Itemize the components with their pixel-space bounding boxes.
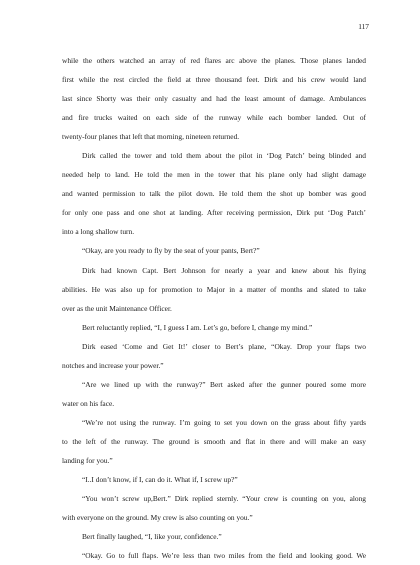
text-line: Bert finally laughed, “I, like your, confidence.” bbox=[82, 532, 222, 542]
text-line: for only one pass and one shot at landing. After receiving permission, Dirk put ‘Dog Patch’ bbox=[62, 208, 366, 218]
text-line: and fire trucks waited on each side of the runway while each bomber landed. Out of bbox=[62, 113, 366, 123]
text-line: landing for you.” bbox=[62, 455, 113, 465]
text-line: Dirk eased ‘Come and Get It!’ closer to Bert’s plane, “Okay. Drop your flaps two bbox=[82, 341, 366, 351]
text-line: while the others watched an array of red flares arc above the planes. Those planes landed bbox=[62, 56, 366, 65]
text-line: “You won’t screw up,Bert.” Dirk replied sternly. “Your crew is counting on you, along bbox=[82, 494, 366, 504]
text-line: “Okay. Go to full flaps. We’re less than two miles from the field and looking good. We bbox=[82, 551, 366, 561]
text-line: water on his face. bbox=[62, 398, 115, 408]
text-line: notches and increase your power.” bbox=[62, 360, 164, 370]
text-line: needed help to land. He told the men in the tower that his plane only had slight damage bbox=[62, 170, 366, 180]
text-line: to the left of the runway. The ground is smooth and flat in there and will make an easy bbox=[62, 436, 366, 446]
page-number: 117 bbox=[358, 22, 369, 31]
text-line: abilities. He was also up for promotion to Major in a matter of months and slated to take bbox=[62, 284, 366, 294]
text-line: Dirk called the tower and told them about the pilot in ‘Dog Patch’ being blinded and bbox=[82, 151, 366, 161]
text-line: Bert reluctantly replied, “I, I guess I am. Let’s go, before I, change my mind.” bbox=[82, 322, 313, 332]
text-line: into a long shallow turn. bbox=[62, 227, 135, 237]
text-line: “I..I don’t know, if I, can do it. What if, I screw up?” bbox=[82, 475, 238, 485]
text-line: last since Shorty was their only casualty and had the least amount of damage. Ambulances bbox=[62, 94, 366, 104]
text-line: and wanted permission to talk the pilot down. He told them the shot up bomber was good bbox=[62, 189, 366, 199]
text-line: “Are we lined up with the runway?” Bert asked after the gunner poured some more bbox=[82, 379, 366, 389]
text-line: Dirk had known Capt. Bert Johnson for nearly a year and knew about his flying bbox=[82, 265, 366, 275]
text-line: twenty-four planes that left that morning, nineteen returned. bbox=[62, 132, 240, 142]
text-line: over as the unit Maintenance Officer. bbox=[62, 303, 172, 313]
body-text bbox=[62, 51, 366, 565]
text-line: first while the rest circled the field at three thousand feet. Dirk and his crew would land bbox=[62, 75, 366, 85]
text-line: “We’re not using the runway. I’m going to set you down on the grass about fifty yards bbox=[82, 417, 366, 427]
text-line: “Okay, are you ready to fly by the seat of your pants, Bert?” bbox=[82, 246, 260, 256]
text-line: with everyone on the ground. My crew is also counting on you.” bbox=[62, 513, 253, 523]
